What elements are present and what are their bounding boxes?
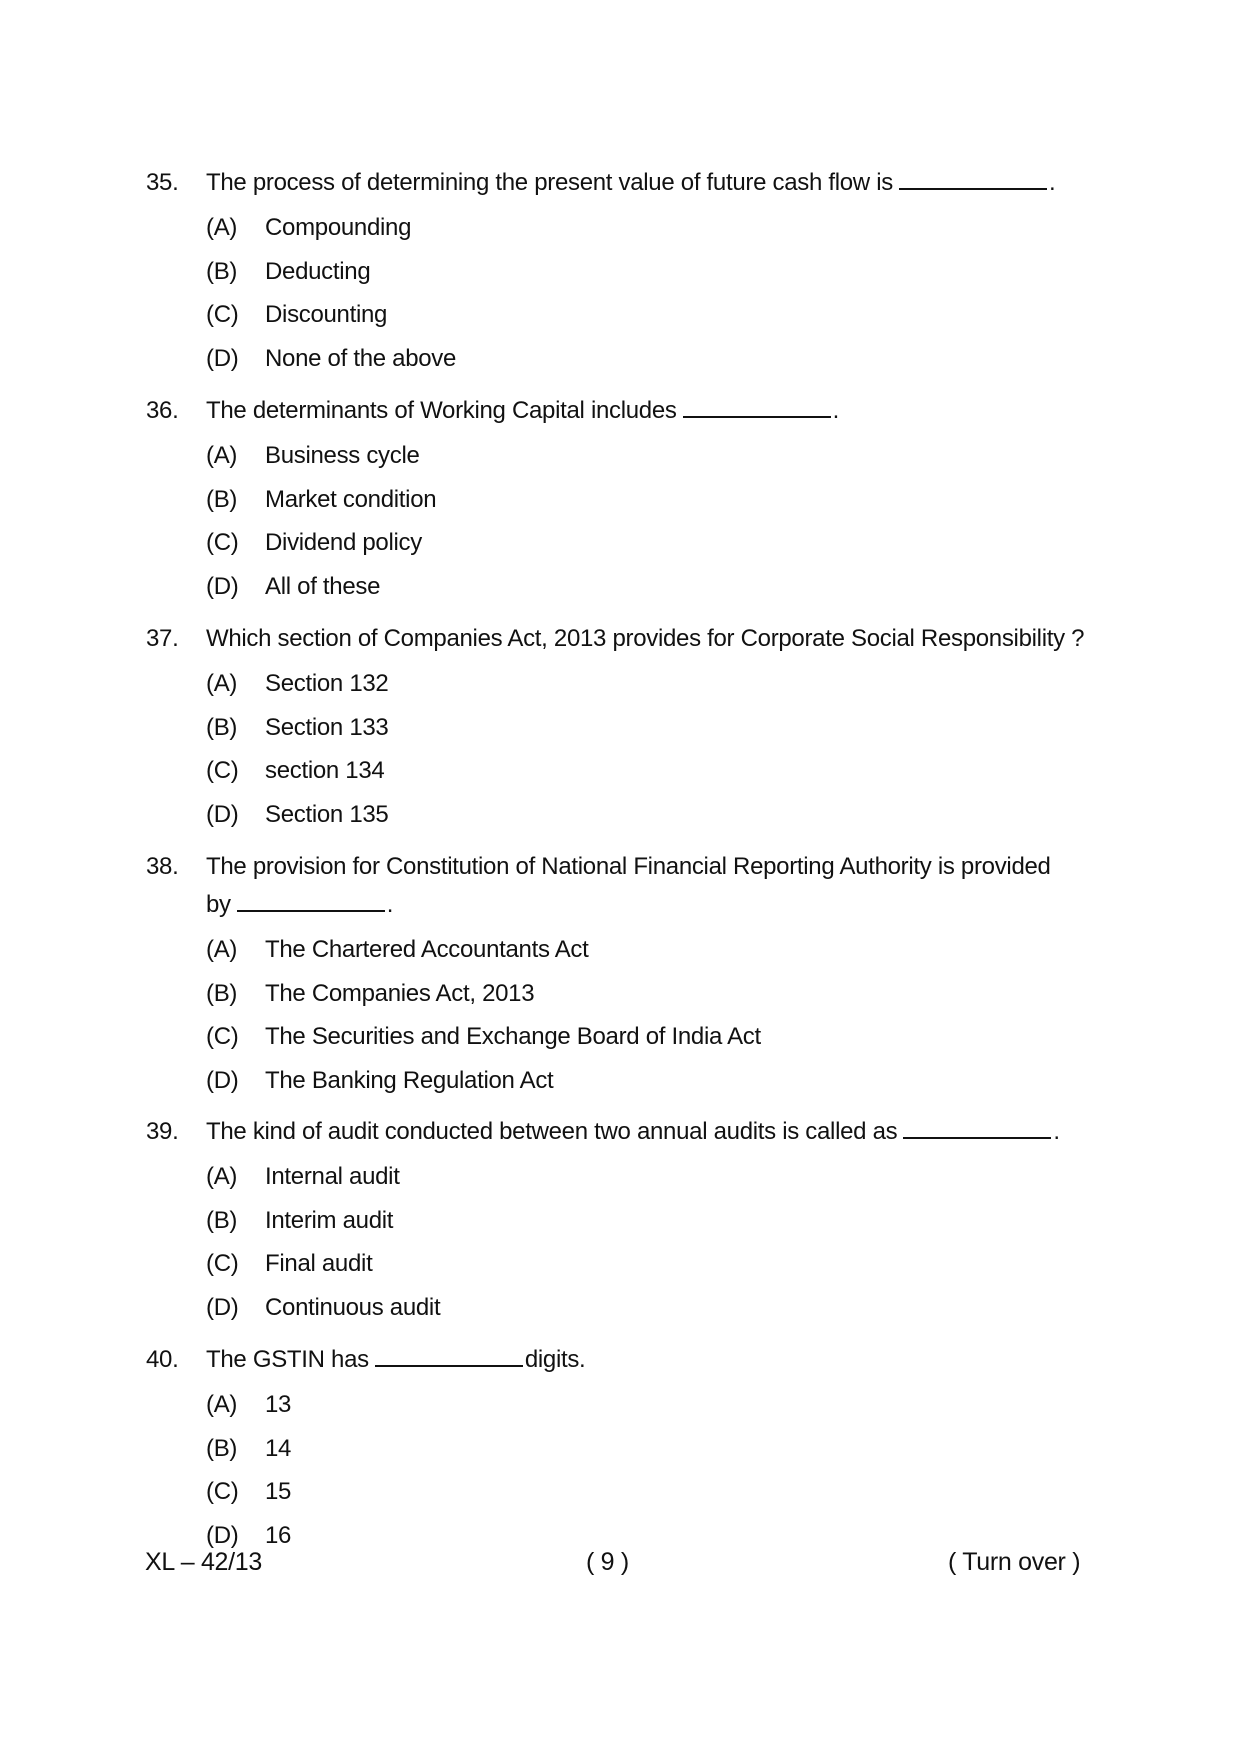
option-b: (B) Interim audit [206, 1206, 394, 1234]
option-d: (D) The Banking Regulation Act [206, 1066, 554, 1094]
option-a: (A) Compounding [206, 214, 412, 241]
options-list [146, 1383, 1106, 1557]
question-stem [146, 164, 1106, 202]
option-b: (B) 14 [206, 1434, 292, 1462]
option-a: (A) Internal audit [206, 1163, 400, 1190]
question-text: The determinants of Working Capital includes . [206, 392, 839, 430]
question-number: 39. [146, 1118, 179, 1145]
answer-blank [237, 888, 385, 912]
question-text: The GSTIN has digits. [206, 1341, 585, 1379]
option-c: (C) Discounting [206, 301, 388, 328]
question-36 [146, 392, 1106, 608]
options-list [146, 434, 1106, 608]
question-text: The kind of audit conducted between two annual audits is called as . [206, 1113, 1060, 1151]
question-stem [146, 620, 1106, 658]
turn-over-note: ( Turn over ) [948, 1548, 1081, 1576]
options-list [146, 1155, 1106, 1329]
option-c: (C) Final audit [206, 1250, 373, 1277]
question-stem [146, 1113, 1106, 1151]
answer-blank [899, 166, 1047, 190]
option-c: (C) The Securities and Exchange Board of India Act [206, 1023, 761, 1050]
option-a: (A) 13 [206, 1391, 292, 1418]
question-number: 36. [146, 397, 179, 424]
option-c: (C) 15 [206, 1478, 292, 1505]
option-a: (A) Business cycle [206, 442, 420, 469]
question-text: Which section of Companies Act, 2013 provides for Corporate Social Responsibility ? [206, 625, 1085, 652]
option-a: (A) Section 132 [206, 670, 389, 697]
question-35 [146, 164, 1106, 380]
options-list [146, 206, 1106, 380]
option-a: (A) The Chartered Accountants Act [206, 936, 589, 963]
paper-code: XL – 42/13 [145, 1548, 263, 1576]
option-b: (B) The Companies Act, 2013 [206, 979, 535, 1007]
page-footer [0, 1542, 1240, 1582]
question-text: The process of determining the present value of future cash flow is . [206, 164, 1055, 202]
option-d: (D) 16 [206, 1521, 292, 1549]
question-number: 35. [146, 169, 179, 196]
answer-blank [903, 1115, 1051, 1139]
question-39 [146, 1113, 1106, 1329]
page-number: ( 9 ) [586, 1548, 629, 1576]
question-number: 38. [146, 853, 179, 880]
option-c: (C) section 134 [206, 757, 385, 784]
options-list [146, 928, 1106, 1102]
question-37 [146, 620, 1106, 836]
option-d: (D) Section 135 [206, 800, 389, 828]
question-stem [146, 392, 1106, 430]
question-40 [146, 1341, 1106, 1557]
question-number: 37. [146, 625, 179, 652]
option-c: (C) Dividend policy [206, 529, 422, 556]
option-d: (D) None of the above [206, 344, 457, 372]
question-stem [146, 848, 1106, 886]
option-b: (B) Section 133 [206, 713, 389, 741]
answer-blank [375, 1343, 523, 1367]
question-38 [146, 848, 1106, 1102]
option-d: (D) Continuous audit [206, 1293, 441, 1321]
answer-blank [683, 394, 831, 418]
option-d: (D) All of these [206, 572, 381, 600]
option-b: (B) Deducting [206, 257, 371, 285]
question-text-line1: The provision for Constitution of National Financial Reporting Authority is provided [206, 853, 1051, 880]
question-stem [146, 1341, 1106, 1379]
option-b: (B) Market condition [206, 485, 437, 513]
question-text-line2: by . [206, 886, 393, 924]
options-list [146, 662, 1106, 836]
question-number: 40. [146, 1346, 179, 1373]
question-stem-continued [146, 886, 1106, 924]
